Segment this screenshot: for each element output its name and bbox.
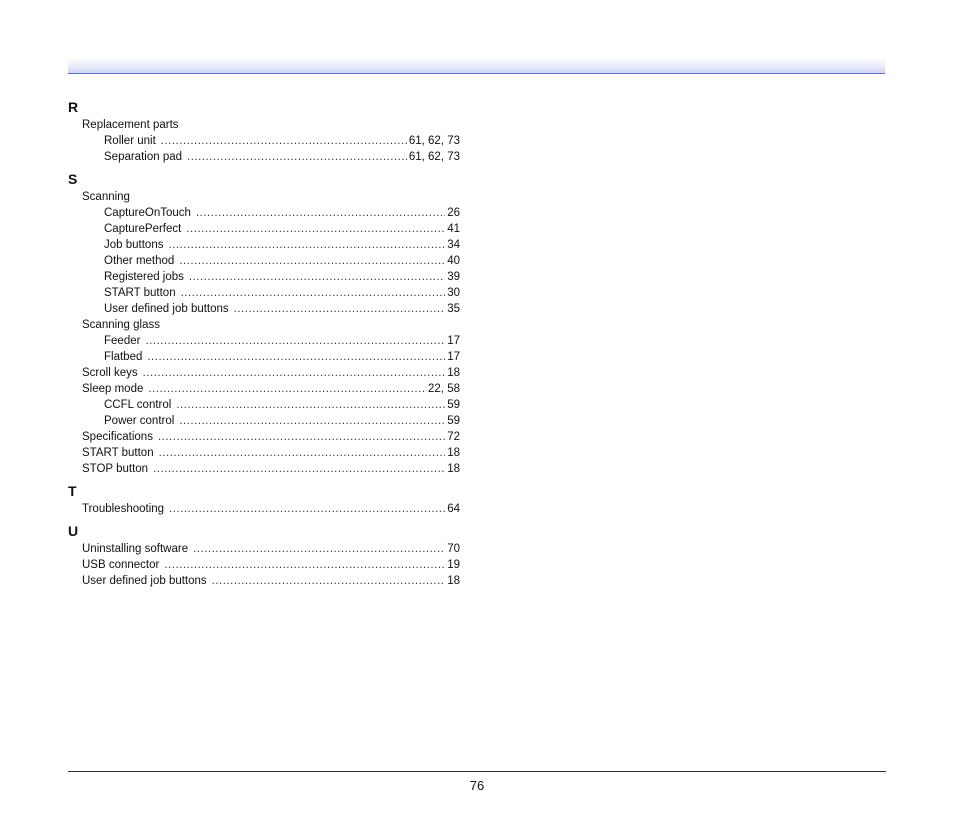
dot-leader (145, 333, 445, 349)
index-entry-pages: 61, 62, 73 (408, 151, 460, 163)
index-subentry (68, 285, 460, 301)
dot-leader (179, 253, 445, 269)
index-entry-pages: 18 (447, 575, 460, 587)
index-entry-label: User defined job buttons (104, 303, 229, 315)
index-entry-label: CCFL control (104, 399, 172, 411)
index-entry-pages: 19 (447, 559, 460, 571)
index-subentry (68, 205, 460, 221)
index-letter-heading: R (68, 99, 79, 115)
index-entry-pages: 70 (447, 543, 460, 555)
index-entry-label: Flatbed (104, 351, 143, 363)
index-entry-pages: 61, 62, 73 (408, 135, 460, 147)
index-entry (68, 445, 460, 461)
index-entry-pages: 59 (447, 415, 460, 427)
index-subentry (68, 397, 460, 413)
index-entry-pages: 17 (447, 335, 460, 347)
dot-leader (234, 301, 446, 317)
index-entry-label: Job buttons (104, 239, 164, 251)
index-entry-label: Other method (104, 255, 175, 267)
index-subentry (68, 269, 460, 285)
dot-leader (187, 149, 407, 165)
index-entry (68, 381, 460, 397)
index-entry-label: Uninstalling software (82, 543, 189, 555)
dot-leader (193, 541, 445, 557)
index-entry-label: Scanning (82, 191, 130, 203)
index-entry-pages: 26 (447, 207, 460, 219)
footer-rule (68, 771, 886, 772)
index-subentry (68, 221, 460, 237)
dot-leader (159, 445, 446, 461)
dot-leader (181, 285, 446, 301)
index-entry-pages: 17 (447, 351, 460, 363)
index-entry (68, 541, 460, 557)
index-letter-heading: T (68, 483, 77, 499)
dot-leader (168, 237, 445, 253)
index-entry-label: Scanning glass (82, 319, 160, 331)
index-subentry (68, 237, 460, 253)
index-entry-label: Troubleshooting (82, 503, 165, 515)
index-entry-label: Roller unit (104, 135, 156, 147)
index-letter-heading: S (68, 171, 78, 187)
header-band (68, 58, 885, 73)
index-entry-pages: 22, 58 (428, 383, 460, 395)
index-entry-label: CaptureOnTouch (104, 207, 191, 219)
index-entry-label: Power control (104, 415, 175, 427)
dot-leader (179, 413, 445, 429)
index-entry-pages: 34 (447, 239, 460, 251)
index-entry-label: Scroll keys (82, 367, 138, 379)
index-entry-pages: 30 (447, 287, 460, 299)
dot-leader (186, 221, 445, 237)
index-entry-label: Feeder (104, 335, 141, 347)
index-entry-label: Replacement parts (82, 119, 179, 131)
index-entry-label: START button (82, 447, 154, 459)
page-number: 76 (469, 778, 485, 793)
dot-leader (161, 133, 407, 149)
index-subentry (68, 253, 460, 269)
index-entry-pages: 64 (447, 503, 460, 515)
header-rule (68, 73, 885, 74)
index-entry-pages: 18 (447, 367, 460, 379)
index-entry (68, 461, 460, 477)
index-subentry (68, 333, 460, 349)
dot-leader (189, 269, 445, 285)
index-entry (68, 117, 460, 133)
index-entry-label: STOP button (82, 463, 149, 475)
dot-leader (158, 429, 445, 445)
index-entry-label: CapturePerfect (104, 223, 182, 235)
index-entry (68, 573, 460, 589)
index-entry (68, 557, 460, 573)
index-entry-label: USB connector (82, 559, 160, 571)
index-entry-label: Specifications (82, 431, 153, 443)
index-letter-heading: U (68, 523, 79, 539)
index-entry-label: User defined job buttons (82, 575, 207, 587)
index-entry-pages: 18 (447, 463, 460, 475)
dot-leader (164, 557, 445, 573)
index-entry (68, 501, 460, 517)
dot-leader (176, 397, 445, 413)
index-entry-pages: 59 (447, 399, 460, 411)
index-entry-pages: 18 (447, 447, 460, 459)
index-entry (68, 365, 460, 381)
dot-leader (147, 349, 445, 365)
index-entry (68, 429, 460, 445)
index-entry-pages: 39 (447, 271, 460, 283)
index-entry-label: Separation pad (104, 151, 183, 163)
index-subentry (68, 413, 460, 429)
index-entry-pages: 41 (447, 223, 460, 235)
dot-leader (212, 573, 446, 589)
index-subentry (68, 149, 460, 165)
dot-leader (153, 461, 445, 477)
index-entry-pages: 40 (447, 255, 460, 267)
index-subentry (68, 301, 460, 317)
dot-leader (196, 205, 445, 221)
index-subentry (68, 133, 460, 149)
index-entry (68, 317, 460, 333)
dot-leader (148, 381, 426, 397)
index-column (68, 99, 460, 589)
index-entry-pages: 35 (447, 303, 460, 315)
index-entry (68, 189, 460, 205)
index-entry-pages: 72 (447, 431, 460, 443)
index-entry-label: Registered jobs (104, 271, 184, 283)
dot-leader (143, 365, 446, 381)
dot-leader (169, 501, 445, 517)
index-subentry (68, 349, 460, 365)
index-entry-label: START button (104, 287, 176, 299)
index-entry-label: Sleep mode (82, 383, 144, 395)
